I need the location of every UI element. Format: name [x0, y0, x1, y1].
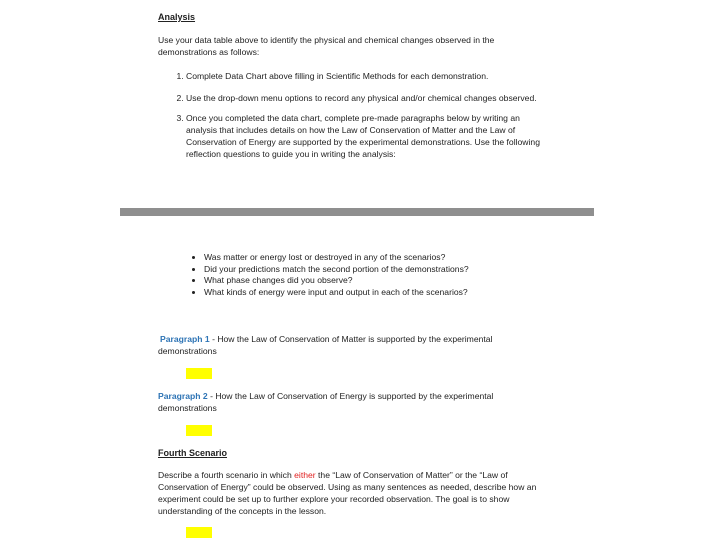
paragraph-2-text-line-2: demonstrations	[158, 403, 217, 413]
fourth-scenario-line-1-a: Describe a fourth scenario in which	[158, 470, 295, 480]
analysis-intro-line-1: Use your data table above to identify the physical and chemical changes observed in the	[158, 35, 495, 45]
analysis-step-2: 2. Use the drop-down menu options to record any physical and/or chemical changes observed.	[186, 92, 537, 104]
paragraph-1-answer-field[interactable]	[186, 368, 212, 379]
reflection-question: • What phase changes did you observe?	[204, 275, 469, 287]
fourth-scenario-line-2: Conservation of Energy” could be observed. Using as many sentences as needed, describe how an	[158, 482, 537, 492]
analysis-step-3	[186, 112, 540, 160]
fourth-scenario-line-1-b: the “Law of Conservation of Matter” or the “Law of	[315, 470, 508, 480]
analysis-step-1-list	[158, 70, 488, 82]
paragraph-1-text: - How the Law of Conservation of Matter is supported by the experimental	[209, 334, 493, 344]
paragraph-1-heading	[160, 333, 492, 345]
fourth-scenario-line-1	[158, 469, 508, 481]
paragraph-2-label: Paragraph 2	[158, 391, 208, 401]
analysis-step-3-line-4: reflection questions to guide you in writing the analysis:	[186, 149, 396, 159]
analysis-step-3-line-3: Conservation of Energy are supported by the experimental demonstrations. Use the following	[186, 137, 540, 147]
analysis-step-3-line-1: Once you completed the data chart, complete pre-made paragraphs below by writing an	[186, 113, 520, 123]
paragraph-2-answer-field[interactable]	[186, 425, 212, 436]
fourth-scenario-heading: Fourth Scenario	[158, 448, 228, 458]
analysis-heading: Analysis	[158, 12, 196, 22]
analysis-step-3-line-2: analysis that includes details on how the Law of Conservation of Matter and the Law of	[186, 125, 516, 135]
paragraph-2-text: - How the Law of Conservation of Energy is supported by the experimental	[207, 391, 494, 401]
fourth-scenario-line-4: understanding of the concepts in the lesson.	[158, 506, 327, 516]
reflection-question: • Did your predictions match the second portion of the demonstrations?	[204, 264, 469, 276]
paragraph-1-text-line-2: demonstrations	[158, 346, 217, 356]
reflection-question: • Was matter or energy lost or destroyed in any of the scenarios?	[204, 252, 469, 264]
paragraph-1-label: Paragraph 1	[160, 334, 210, 344]
analysis-step-2-list	[158, 92, 537, 104]
page-break-divider	[120, 208, 594, 216]
analysis-step-3-list	[158, 112, 540, 160]
fourth-scenario-answer-field[interactable]	[186, 527, 212, 538]
fourth-scenario-emphasis: either	[294, 470, 316, 480]
paragraph-2-heading	[158, 390, 493, 402]
reflection-question: • What kinds of energy were input and output in each of the scenarios?	[204, 287, 469, 299]
analysis-step-1: 1. Complete Data Chart above filling in Scientific Methods for each demonstration.	[186, 70, 488, 82]
reflection-questions-list	[188, 252, 469, 298]
analysis-intro-line-2: demonstrations as follows:	[158, 47, 260, 57]
fourth-scenario-line-3: experiment could be set up to further explore your recorded observation. The goal is to show	[158, 494, 510, 504]
